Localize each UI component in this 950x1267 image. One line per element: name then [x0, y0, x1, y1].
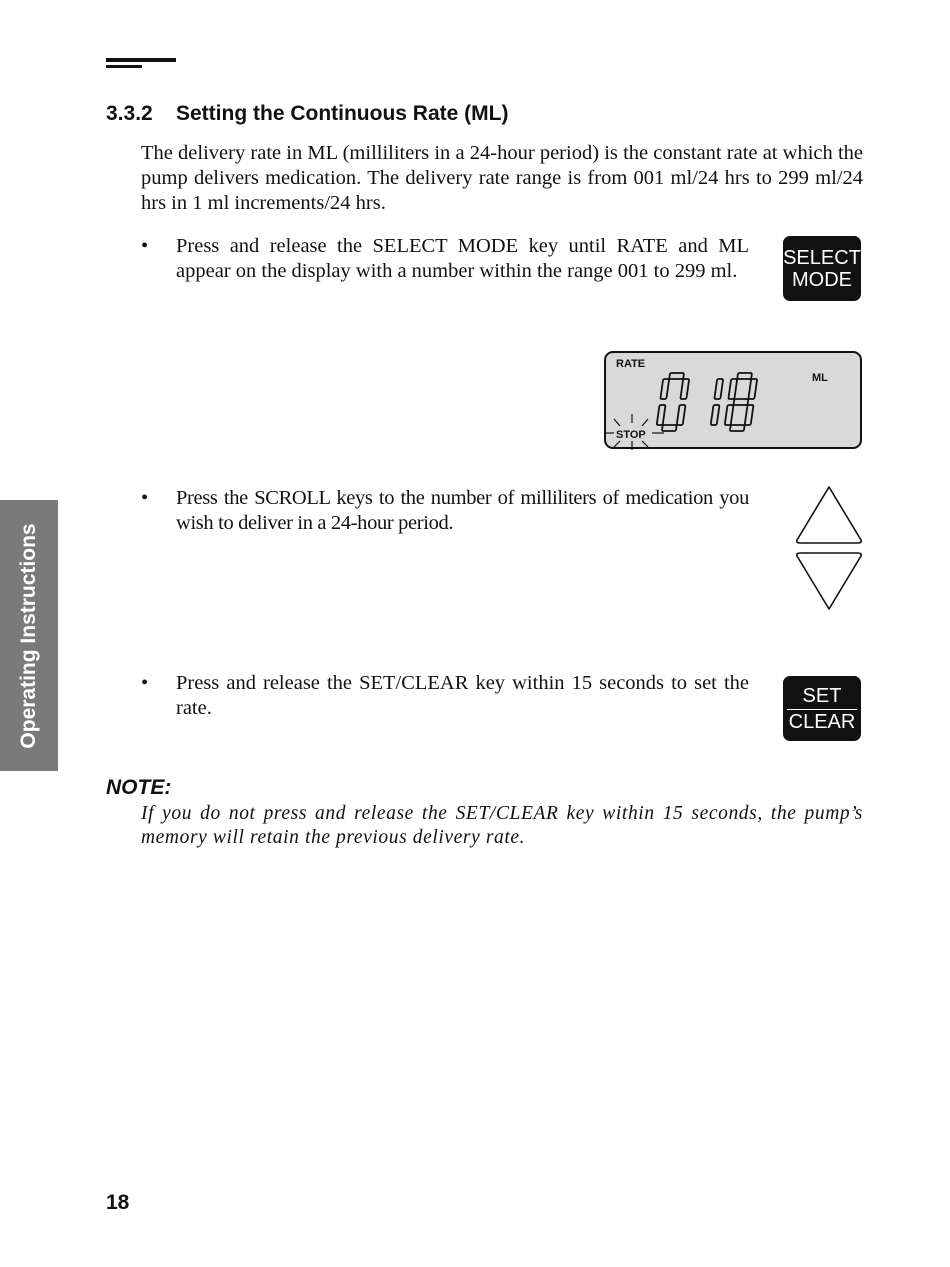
step-text: Press and release the SELECT MODE key until RATE and ML appear on the display with a number within the range 001 to 299 ml.	[176, 235, 749, 282]
header-rule-short	[106, 65, 142, 68]
intro-paragraph: The delivery rate in ML (milliliters in a 24-hour period) is the constant rate at which the pump delivers medication. The delivery rate range is from 001 ml/24 hrs to 299 ml/24 hrs in 1 ml increments/24 hrs.	[141, 142, 863, 214]
step-select-mode	[141, 234, 749, 284]
side-tab-label: Operating Instructions	[17, 522, 40, 749]
triangle-up-icon	[794, 485, 864, 545]
bullet-marker: •	[141, 487, 149, 509]
select-mode-key	[783, 236, 861, 301]
lcd-segment	[730, 425, 745, 431]
triangle-down-icon	[794, 551, 864, 611]
section-heading	[106, 102, 508, 126]
note-text: If you do not press and release the SET/CLEAR key within 15 seconds, the pump’s memory will retain the previous delivery rate.	[141, 803, 863, 848]
select-mode-key-line2: MODE	[792, 268, 852, 291]
side-tab	[0, 500, 58, 771]
header-rule-thick	[106, 58, 176, 62]
note-label: NOTE:	[106, 776, 172, 799]
step-text: Press the SCROLL keys to the number of milliliters of medication you wish to deliver in a 24-hour period.	[176, 487, 749, 534]
page-number: 18	[106, 1191, 130, 1214]
lcd-display-graphic	[604, 351, 863, 450]
section-title: Setting the Continuous Rate (ML)	[176, 102, 509, 125]
set-clear-key-line1: SET	[787, 685, 857, 710]
header-rule	[106, 58, 176, 68]
select-mode-key-line1: SELECT	[783, 246, 861, 269]
lcd-segment	[737, 373, 752, 379]
bullet-marker: •	[141, 672, 149, 694]
lcd-segment	[669, 373, 684, 379]
step-scroll	[141, 486, 749, 536]
lcd-segment	[662, 425, 677, 431]
lcd-segment	[734, 399, 749, 405]
set-clear-key-line2: CLEAR	[788, 710, 856, 733]
section-number: 3.3.2	[106, 102, 153, 125]
set-clear-key	[783, 676, 861, 741]
lcd-unit-label: ML	[812, 372, 828, 384]
lcd-rate-label: RATE	[616, 358, 646, 370]
lcd-stop-label: STOP	[616, 429, 646, 441]
bullet-marker: •	[141, 235, 149, 257]
lcd-display	[604, 351, 863, 450]
step-text: Press and release the SET/CLEAR key within 15 seconds to set the rate.	[176, 672, 749, 719]
step-set-clear	[141, 671, 749, 721]
